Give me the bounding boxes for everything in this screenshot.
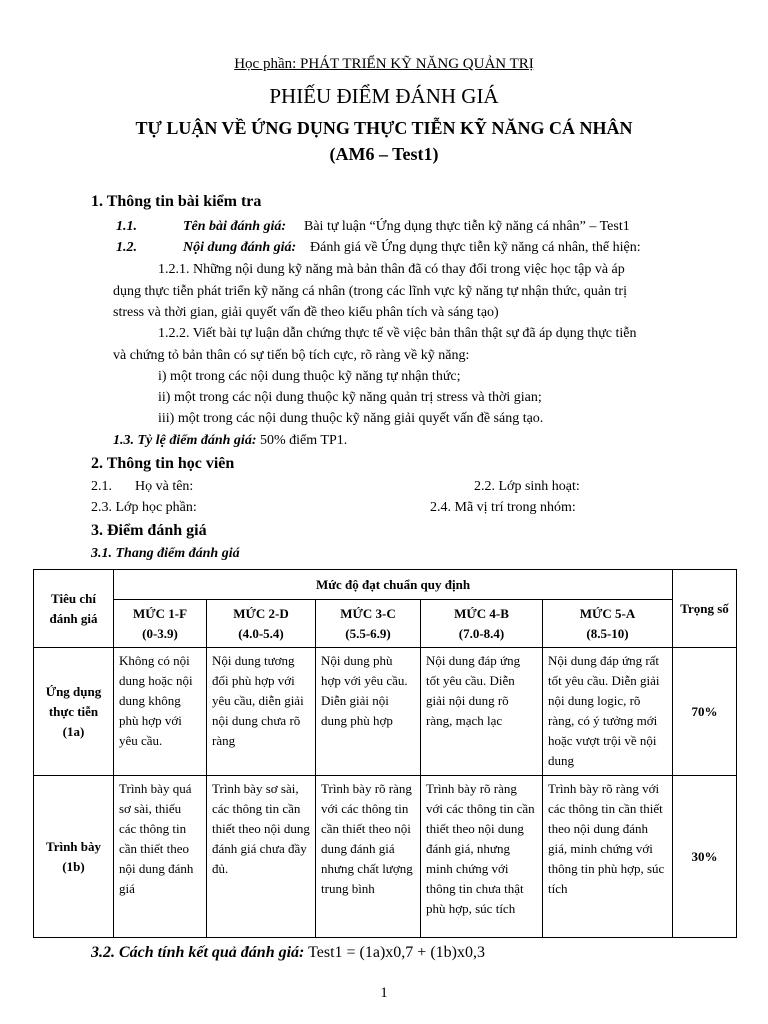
item-1-3-text: 50% điểm TP1.: [260, 433, 348, 448]
field-2-2: 2.2. Lớp sinh hoạt:: [474, 479, 580, 494]
level-name: MỨC 1-F: [132, 605, 188, 621]
field-2-1: [91, 479, 194, 495]
item-1-3: [113, 433, 347, 449]
weight-cell: 30%: [673, 776, 737, 938]
option-iii: iii) một trong các nội dung thuộc kỹ năng giải quyết vấn đề sáng tạo.: [158, 411, 544, 426]
section3-heading: 3. Điểm đánh giá: [91, 522, 207, 539]
section1-heading: 1. Thông tin bài kiểm tra: [91, 193, 262, 210]
level-header: [114, 600, 207, 648]
weight-header: Trọng số: [673, 570, 737, 648]
para-1-2-2-line2: và chứng tỏ bản thân có sự tiến bộ tích cực, rõ ràng về kỹ năng:: [113, 348, 470, 363]
item-1-1-label: Tên bài đánh giá:: [183, 219, 287, 234]
level-header: [421, 600, 543, 648]
level-range: (7.0-8.4): [458, 625, 505, 641]
subsection-3-2: [91, 944, 485, 962]
option-ii: ii) một trong các nội dung thuộc kỹ năng quản trị stress và thời gian;: [158, 390, 542, 405]
table-row: [34, 776, 737, 938]
level-group-header: Mức độ đạt chuẩn quy định: [114, 570, 673, 600]
para-1-2-1-line2: dụng thực tiễn phát triển kỹ năng cá nhân (trong các lĩnh vực kỹ năng tự nhận thức, quản trị: [113, 284, 627, 299]
level-header: [543, 600, 673, 648]
rubric-cell: Trình bày quá sơ sài, thiếu các thông tin cần thiết theo nội dung đánh giá: [114, 776, 207, 938]
form-title: PHIẾU ĐIỂM ĐÁNH GIÁ: [269, 84, 499, 108]
level-range: (8.5-10): [586, 625, 629, 641]
field-2-4: 2.4. Mã vị trí trong nhóm:: [430, 500, 576, 515]
formula-label: 3.2. Cách tính kết quả đánh giá:: [91, 944, 305, 961]
item-1-2-text: Đánh giá về Ứng dụng thực tiễn kỹ năng cá nhân, thể hiện:: [310, 240, 641, 255]
level-range: (5.5-6.9): [345, 625, 391, 641]
rubric-cell: Nội dung tương đối phù hợp với yêu cầu, diễn giải nội dung chưa rõ ràng: [207, 648, 316, 776]
option-i: i) một trong các nội dung thuộc kỹ năng tự nhận thức;: [158, 369, 461, 384]
item-1-2-num: 1.2.: [116, 240, 137, 255]
para-1-2-1-line1: 1.2.1. Những nội dung kỹ năng mà bản thân đã có thay đổi trong việc học tập và áp: [158, 262, 625, 277]
item-1-1: [116, 219, 630, 235]
level-header: [316, 600, 421, 648]
formula-text: Test1 = (1a)x0,7 + (1b)x0,3: [308, 944, 485, 961]
rubric-cell: Trình bày rõ ràng với các thông tin cần thiết theo nội dung đánh giá, nhưng minh chứng với thông tin chưa thật phù hợp, súc tích: [421, 776, 543, 938]
level-name: MỨC 2-D: [233, 605, 289, 621]
rubric-cell: Nội dung phù hợp với yêu cầu. Diễn giải nội dung phù hợp: [316, 648, 421, 776]
item-1-1-text: Bài tự luận “Ứng dụng thực tiễn kỹ năng cá nhân” – Test1: [304, 219, 630, 234]
section2-heading: 2. Thông tin học viên: [91, 455, 235, 472]
subsection-3-1: 3.1. Thang điểm đánh giá: [91, 546, 240, 561]
item-1-2-label: Nội dung đánh giá:: [183, 240, 297, 255]
item-1-3-label: 1.3. Tỷ lệ điểm đánh giá:: [113, 433, 257, 448]
field-2-1-label: Họ và tên:: [135, 479, 194, 494]
rubric-cell: Nội dung đáp ứng tốt yêu cầu. Diễn giải nội dung rõ ràng, mạch lạc: [421, 648, 543, 776]
criteria-header: Tiêu chí đánh giá: [34, 570, 114, 648]
rubric-cell: Trình bày rõ ràng với các thông tin cần thiết theo nội dung đánh giá, minh chứng với thông tin phù hợp, súc tích: [543, 776, 673, 938]
field-2-1-num: 2.1.: [91, 479, 112, 494]
weight-cell: 70%: [673, 648, 737, 776]
main-title: TỰ LUẬN VỀ ỨNG DỤNG THỰC TIỄN KỸ NĂNG CÁ NHÂN: [135, 118, 633, 138]
para-1-2-1-line3: stress và thời gian, giải quyết vấn đề theo kiểu phân tích và sáng tạo): [113, 305, 499, 320]
item-1-2: [116, 240, 641, 256]
level-range: (4.0-5.4): [238, 625, 284, 641]
level-range: (0-3.9): [142, 625, 178, 641]
criterion-cell: Ứng dụng thực tiễn (1a): [34, 648, 114, 776]
test-code: (AM6 – Test1): [329, 144, 439, 164]
criterion-cell: Trình bày (1b): [34, 776, 114, 938]
rubric-cell: Trình bày sơ sài, các thông tin cần thiết theo nội dung đánh giá chưa đầy đủ.: [207, 776, 316, 938]
rubric-table: [33, 569, 737, 938]
page-number: 1: [380, 985, 388, 1001]
course-line: Học phần: PHÁT TRIỂN KỸ NĂNG QUẢN TRỊ: [234, 56, 534, 72]
para-1-2-2-line1: 1.2.2. Viết bài tự luận dẫn chứng thực tế về việc bản thân thật sự đã áp dụng thực tiễn: [158, 326, 637, 341]
rubric-cell: Trình bày rõ ràng với các thông tin cần thiết theo nội dung đánh giá nhưng chất lượng trung bình: [316, 776, 421, 938]
level-header: [207, 600, 316, 648]
rubric-cell: Nội dung đáp ứng rất tốt yêu cầu. Diễn giải nội dung logic, rõ ràng, có ý tưởng mới hoặc vượt trội về nội dung: [543, 648, 673, 776]
field-2-3: 2.3. Lớp học phần:: [91, 500, 197, 515]
level-name: MỨC 5-A: [579, 605, 636, 621]
table-row: [34, 648, 737, 776]
level-name: MỨC 4-B: [454, 605, 509, 621]
rubric-cell: Không có nội dung hoặc nội dung không phù hợp với yêu cầu.: [114, 648, 207, 776]
level-name: MỨC 3-C: [340, 605, 396, 621]
item-1-1-num: 1.1.: [116, 219, 137, 234]
